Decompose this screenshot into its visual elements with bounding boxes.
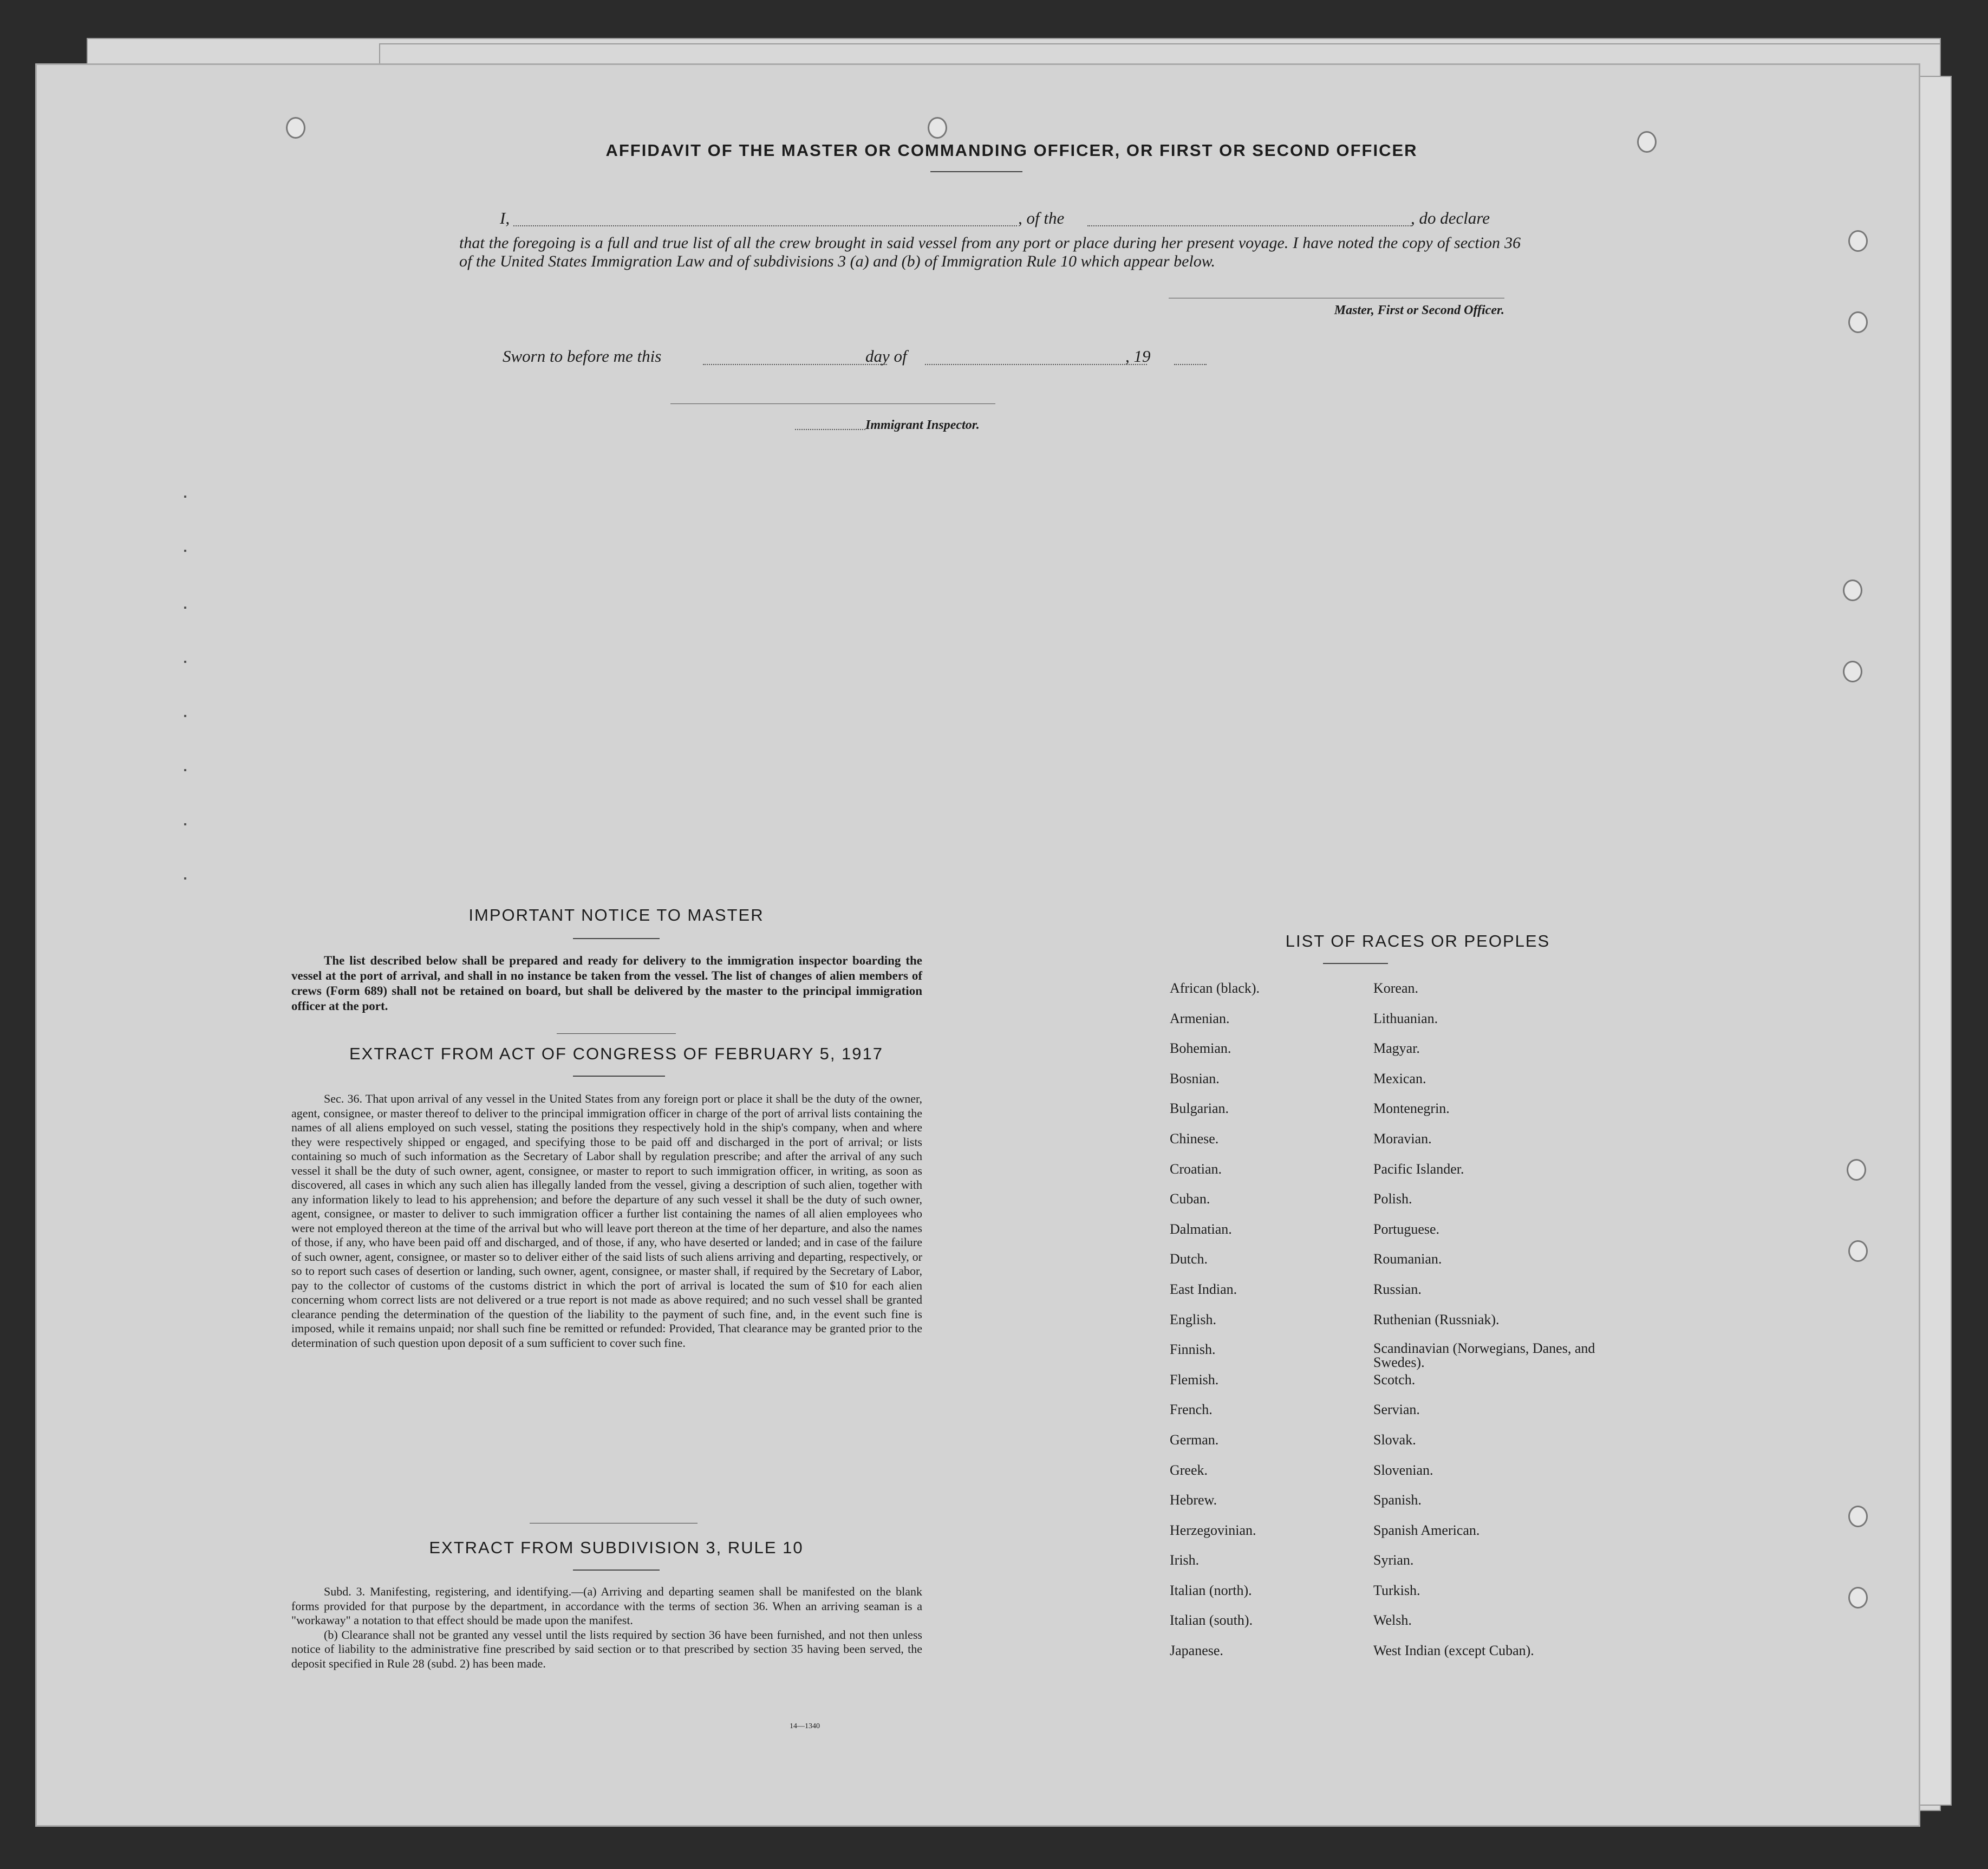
race-item: Korean. — [1373, 980, 1419, 996]
rule-extract-title: EXTRACT FROM SUBDIVISION 3, RULE 10 — [429, 1538, 804, 1557]
race-item: French. — [1170, 1402, 1213, 1418]
binder-hole — [286, 117, 305, 139]
race-item: German. — [1170, 1431, 1219, 1448]
race-item: English. — [1170, 1311, 1216, 1327]
margin-tick — [184, 769, 186, 771]
race-item: Lithuanian. — [1373, 1010, 1438, 1026]
race-item: Ruthenian (Russniak). — [1373, 1311, 1500, 1327]
declaration-do-declare: , do declare — [1411, 209, 1490, 227]
binder-hole — [1848, 1240, 1868, 1262]
race-item: Scotch. — [1373, 1371, 1416, 1388]
binder-hole — [1847, 1159, 1866, 1181]
notice-paragraph: The list described below shall be prepared and ready for delivery to the immigration inspector boarding the vessel at the port of arrival, and shall in no instance be taken from the vessel. The list of changes of alien members of crews (Form 689) shall not be retained on board, but shall be delivered by the master to the principal immigration officer at the port. — [291, 954, 922, 1013]
act-extract-title: EXTRACT FROM ACT OF CONGRESS OF FEBRUARY 5, 1917 — [349, 1044, 884, 1063]
binder-hole — [928, 117, 947, 139]
rule-extract-body — [291, 1585, 922, 1671]
races-title-underline — [1323, 963, 1388, 964]
races-column-1 — [1170, 980, 1365, 1673]
race-item: Cuban. — [1170, 1191, 1210, 1207]
binder-hole — [1848, 311, 1868, 333]
race-item: West Indian (except Cuban). — [1373, 1643, 1534, 1659]
margin-tick — [184, 661, 186, 663]
race-item: Moravian. — [1373, 1130, 1432, 1147]
margin-tick — [184, 877, 186, 880]
margin-tick — [184, 607, 186, 609]
race-item: Welsh. — [1373, 1612, 1412, 1629]
rule-extract-underline — [573, 1570, 660, 1571]
race-item: Servian. — [1373, 1402, 1420, 1418]
notice-body — [291, 953, 922, 1014]
race-item: Finnish. — [1170, 1341, 1216, 1358]
declaration-i: I, — [500, 209, 510, 227]
race-item: Bosnian. — [1170, 1070, 1220, 1086]
declaration-paragraph: that the foregoing is a full and true list of all the crew brought in said vessel from any port or place during her present voyage. I have noted the copy of section 36 of the United States Immigration Law and of subdivisions 3 (a) and (b) of Immigration Rule 10 which appear below. — [459, 234, 1521, 270]
margin-tick — [184, 715, 186, 717]
race-item: Portuguese. — [1373, 1221, 1440, 1237]
sworn-text: Sworn to before me this — [503, 347, 662, 366]
race-item: Scandinavian (Norwegians, Danes, and Swedes). — [1373, 1340, 1595, 1371]
race-item: Italian (south). — [1170, 1612, 1253, 1629]
rule-extract-paragraph-b: (b) Clearance shall not be granted any vessel until the lists required by section 36 have been furnished, and not then unless notice of liability to the administrative fine prescribed by said section or to that prescribed by section 35 having been served, the deposit specified in Rule 28 (subd. 2) has been made. — [291, 1627, 922, 1670]
race-item: Armenian. — [1170, 1010, 1230, 1026]
inspector-dotted-line — [795, 429, 865, 430]
race-item: Hebrew. — [1170, 1492, 1217, 1508]
title-underline — [930, 171, 1022, 172]
race-item: Roumanian. — [1373, 1251, 1442, 1267]
binder-hole — [1848, 1587, 1868, 1608]
race-item: Magyar. — [1373, 1040, 1420, 1057]
declaration-of-the: , of the — [1018, 209, 1065, 227]
affidavit-title: AFFIDAVIT OF THE MASTER OR COMMANDING OFFICER, OR FIRST OR SECOND OFFICER — [605, 141, 1418, 160]
race-item: Dalmatian. — [1170, 1221, 1232, 1237]
race-item: Bohemian. — [1170, 1040, 1231, 1057]
race-item: Italian (north). — [1170, 1582, 1252, 1598]
name-blank-line[interactable] — [513, 225, 1017, 226]
race-item: Spanish. — [1373, 1492, 1422, 1508]
race-item: Turkish. — [1373, 1582, 1420, 1598]
race-item: Greek. — [1170, 1462, 1208, 1478]
race-item: Spanish American. — [1373, 1522, 1480, 1538]
race-item: Flemish. — [1170, 1371, 1219, 1388]
master-signature-label: Master, First or Second Officer. — [1334, 303, 1504, 317]
race-item: Montenegrin. — [1373, 1100, 1450, 1117]
race-item: Pacific Islander. — [1373, 1161, 1464, 1177]
race-item: Slovenian. — [1373, 1462, 1433, 1478]
race-item: Russian. — [1373, 1281, 1422, 1297]
race-item: Croatian. — [1170, 1161, 1222, 1177]
sworn-year-line[interactable] — [1174, 364, 1207, 365]
notice-title: IMPORTANT NOTICE TO MASTER — [468, 906, 764, 924]
race-item: Herzegovinian. — [1170, 1522, 1256, 1538]
binder-hole — [1637, 131, 1657, 153]
race-item: Chinese. — [1170, 1130, 1219, 1147]
binder-hole — [1848, 230, 1868, 252]
year-text: , 19 — [1125, 347, 1151, 366]
race-item: Bulgarian. — [1170, 1100, 1229, 1117]
margin-tick — [184, 550, 186, 552]
act-extract-paragraph: Sec. 36. That upon arrival of any vessel in the United States from any foreign port or place it shall be the duty of the owner, agent, consignee, or master thereof to deliver to the principal immigration officer in charge of the port of arrival lists containing the names of all aliens employed on such vessel, stating the positions they respectively hold in the ship's company, when and where they were respectively shipped or engaged, and specifying those to be paid off and discharged in the port of arrival; or lists containing so much of such information as the Secretary of Labor shall by regulation prescribe; and after the arrival of any such vessel it shall be the duty of such owner, agent, consignee, or master to report to such immigration officer, in writing, as soon as discovered, all cases in which any such alien has illegally landed from the vessel, giving a description of such alien, together with any information likely to lead to his apprehension; and before the departure of any such vessel it shall be the duty of such owner, agent, consignee, or master to deliver to such immigration officer a further list containing the names of all alien employees who were not employed thereon at the time of the arrival but who will leave port thereon at the time of her departure, and also the names of those, if any, who have been paid off and discharged, and of those, if any, who have deserted or landed; and in case of the failure of such owner, agent, consignee, or master so to deliver either of the said lists of such aliens arriving and departing, respectively, or so to report such cases of desertion or landing, such owner, agent, consignee, or master shall, if required by the Secretary of Labor, pay to the collector of customs of the customs district in which the port of arrival is located the sum of $10 for each alien concerning whom correct lists are not delivered or a true report is not made as above required; and no such vessel shall be granted clearance pending the determination of the question of the liability to the payment of such fine, and, in the event such fine is imposed, while it remains unpaid; nor shall such fine be remitted or refunded: Provided, That clearance may be granted prior to the determination of such question upon deposit of a sum sufficient to cover such fine. — [291, 1092, 922, 1350]
sworn-month-line[interactable] — [925, 364, 1147, 365]
act-extract-body — [291, 1092, 922, 1350]
race-item: Mexican. — [1373, 1070, 1426, 1086]
inspector-signature-line[interactable] — [670, 403, 995, 404]
race-item: Japanese. — [1170, 1643, 1223, 1659]
sworn-day-line[interactable] — [703, 364, 887, 365]
inspector-label: Immigrant Inspector. — [865, 418, 980, 432]
race-item: East Indian. — [1170, 1281, 1237, 1297]
races-title: LIST OF RACES OR PEOPLES — [1285, 932, 1550, 950]
document-page — [37, 65, 1919, 1825]
act-extract-underline — [573, 1076, 665, 1077]
race-item: African (black). — [1170, 980, 1260, 996]
race-item: Slovak. — [1373, 1431, 1416, 1448]
notice-underline — [573, 938, 660, 939]
race-item: Dutch. — [1170, 1251, 1208, 1267]
day-of-text: day of — [865, 347, 907, 366]
binder-hole — [1843, 661, 1862, 682]
margin-tick — [184, 823, 186, 825]
form-number: 14—1340 — [790, 1722, 820, 1730]
rule-extract-paragraph-a: Subd. 3. Manifesting, registering, and identifying.—(a) Arriving and departing seamen shall be manifested on the blank forms provided for that purpose by the department, in accordance with the terms of section 36. When an arriving seaman is a "workaway" a notation to that effect should be made upon the manifest. — [291, 1585, 922, 1627]
binder-hole — [1843, 579, 1862, 601]
vessel-blank-line[interactable] — [1087, 225, 1412, 226]
races-column-2 — [1373, 980, 1601, 1673]
notice-divider — [557, 1033, 676, 1034]
race-item: Irish. — [1170, 1552, 1200, 1568]
margin-tick — [184, 496, 186, 498]
binder-hole — [1848, 1506, 1868, 1527]
race-item: Syrian. — [1373, 1552, 1414, 1568]
race-item: Polish. — [1373, 1191, 1412, 1207]
